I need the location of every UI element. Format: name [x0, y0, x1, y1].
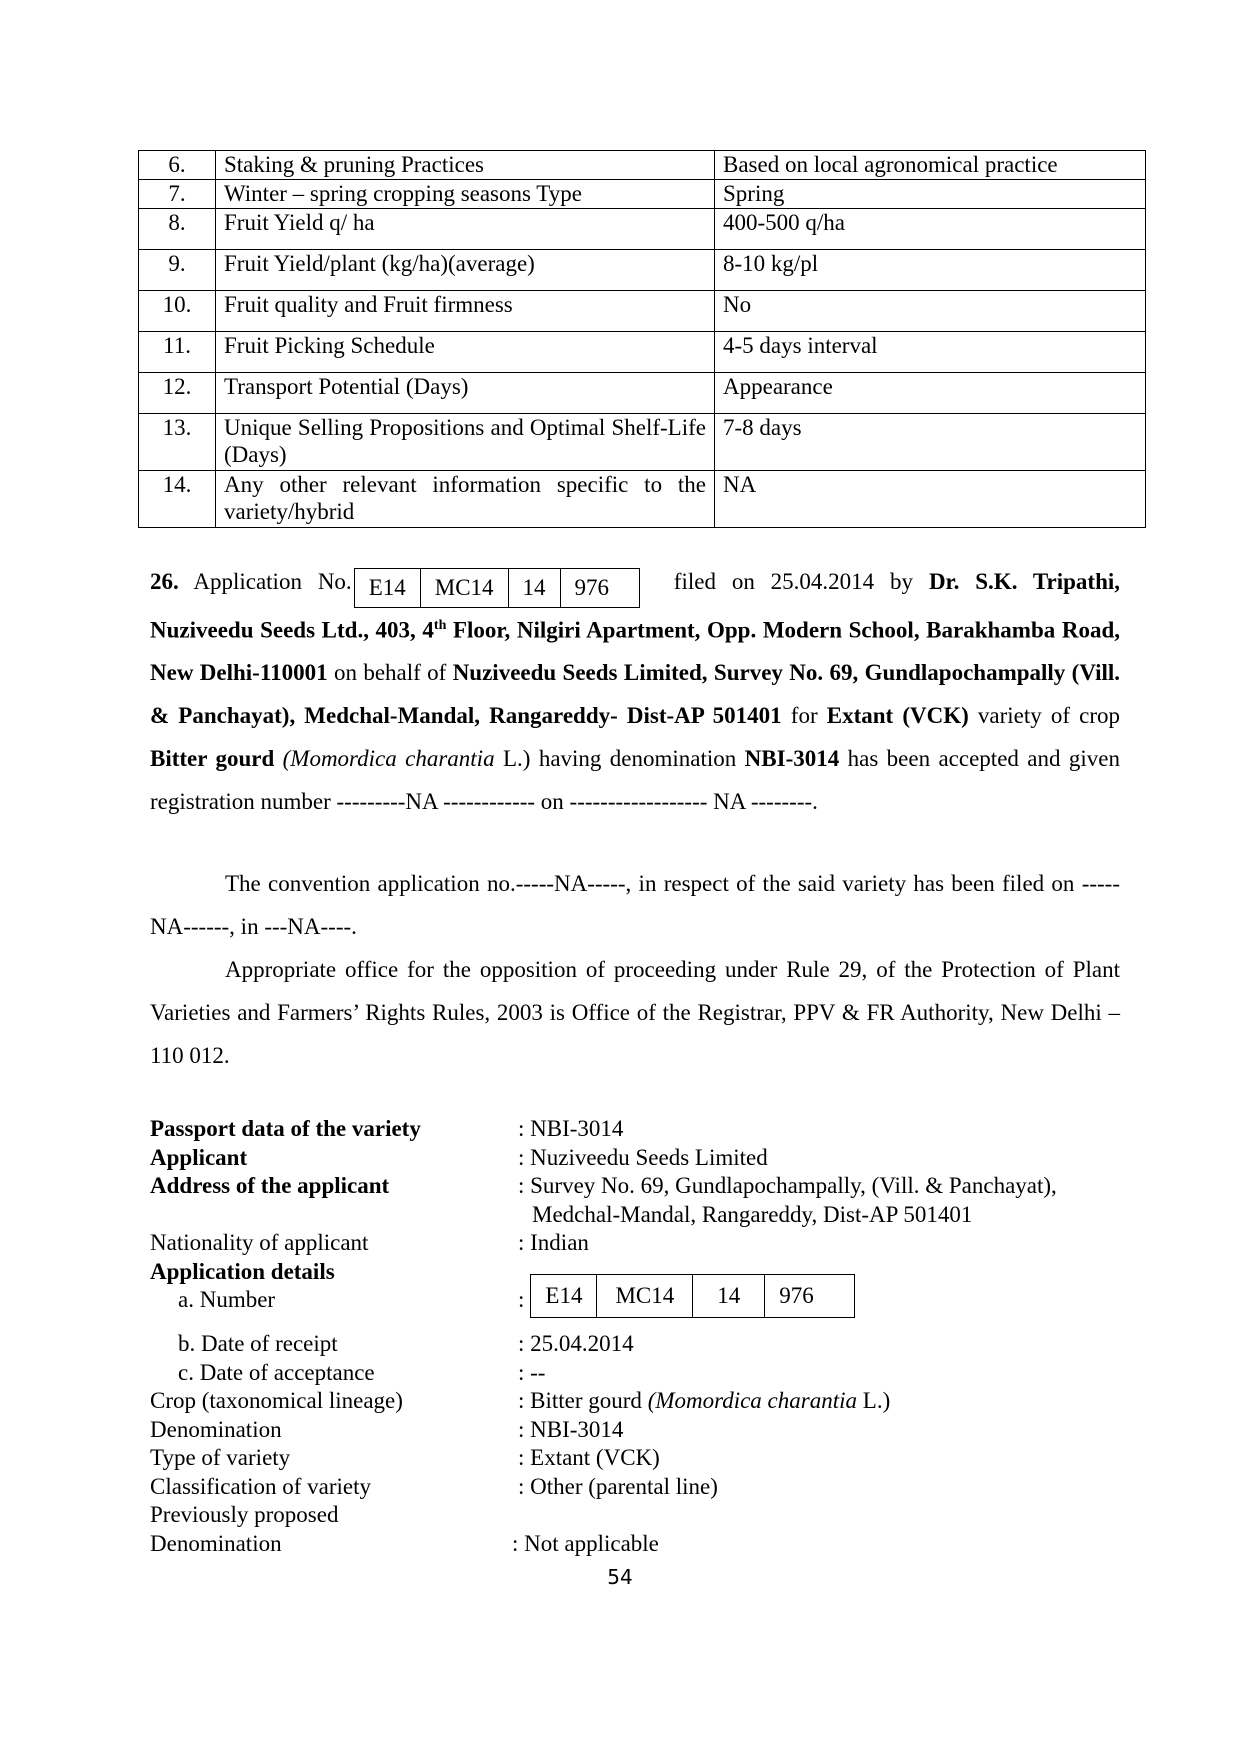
crop-name: Bitter gourd: [150, 746, 275, 772]
row-number: 9.: [139, 250, 216, 291]
crop-scientific-name: (Momordica charantia: [647, 1388, 858, 1413]
row-number: 14.: [139, 471, 216, 528]
row-parameter: Transport Potential (Days): [216, 373, 715, 414]
acceptance-row: [150, 1359, 1140, 1388]
type-label: Type of variety: [150, 1445, 291, 1470]
for-text: for: [790, 703, 818, 729]
row-number: 11.: [139, 332, 216, 373]
application-number-part: MC14: [421, 569, 509, 607]
table-row: [139, 471, 1146, 528]
row-value: 400-500 q/ha: [715, 209, 1146, 250]
application-number-box: [354, 568, 640, 608]
previously-proposed-label: Previously proposed: [150, 1502, 339, 1527]
item-number: 26.: [150, 569, 179, 594]
row-parameter: Fruit Yield/plant (kg/ha)(average): [216, 250, 715, 291]
application-paragraph: [150, 560, 1120, 823]
row-value: Spring: [715, 180, 1146, 209]
application-number-box: [530, 1274, 854, 1318]
application-details-label: Application details: [150, 1258, 335, 1284]
variety-type: Extant (VCK): [826, 703, 969, 729]
acceptance-value: : --: [518, 1359, 546, 1385]
denomination-row: [150, 1416, 1140, 1445]
application-number-part: 14: [509, 569, 561, 607]
nationality-value: : Indian: [518, 1230, 589, 1255]
previous-denomination-value: : Not applicable: [512, 1530, 659, 1556]
denomination: NBI-3014: [744, 746, 840, 772]
table-row: [139, 209, 1146, 250]
row-parameter: Fruit Yield q/ ha: [216, 209, 715, 250]
filed-text: filed on 25.04.2014 by: [673, 569, 914, 594]
row-parameter: Fruit Picking Schedule: [216, 332, 715, 373]
address-value: [518, 1172, 1140, 1229]
table-row: [139, 373, 1146, 414]
table-row: [139, 250, 1146, 291]
row-number: 7.: [139, 180, 216, 209]
passport-label: Passport data of the variety: [150, 1116, 421, 1141]
row-number: 12.: [139, 373, 216, 414]
classification-label: Classification of variety: [150, 1473, 371, 1499]
address-label: Address of the applicant: [150, 1173, 390, 1198]
classification-row: [150, 1473, 1140, 1502]
row-value: NA: [715, 471, 1146, 528]
row-number: 6.: [139, 151, 216, 180]
applicant-value: : Nuziveedu Seeds Limited: [518, 1144, 768, 1170]
application-number-part: E14: [355, 569, 421, 607]
crop-scientific-name: (Momordica charantia: [282, 746, 495, 772]
row-value: 7-8 days: [715, 414, 1146, 471]
row-parameter: Fruit quality and Fruit firmness: [216, 291, 715, 332]
crop-label: Crop (taxonomical lineage): [150, 1388, 403, 1413]
applicant-label: Applicant: [150, 1144, 248, 1170]
row-parameter: Staking & pruning Practices: [216, 151, 715, 180]
applicant-row: [150, 1144, 1140, 1173]
denomination-value: : NBI-3014: [518, 1416, 624, 1442]
passport-value: : NBI-3014: [518, 1116, 624, 1141]
accepted-text: has been accepted and given registration number ---------NA ------------ on ------------------ NA --------.: [150, 746, 1120, 815]
filer-superscript: th: [433, 617, 447, 633]
type-value: : Extant (VCK): [518, 1445, 660, 1470]
row-value: Based on local agronomical practice: [715, 151, 1146, 180]
acceptance-label: c. Date of acceptance: [178, 1359, 375, 1385]
passport-data-section: [150, 1115, 1140, 1558]
previous-denomination-label: Denomination: [150, 1530, 282, 1556]
address-row: [150, 1172, 1140, 1229]
crop-scientific-suffix: L.) having denomination: [502, 746, 737, 772]
type-row: [150, 1444, 1140, 1473]
receipt-value: : 25.04.2014: [518, 1331, 634, 1356]
address-line-2: Medchal-Mandal, Rangareddy, Dist-AP 501401: [532, 1201, 973, 1227]
table-row: [139, 151, 1146, 180]
row-value: 8-10 kg/pl: [715, 250, 1146, 291]
row-number: 10.: [139, 291, 216, 332]
filer-name: Dr. S.K. Tripathi, Nuziveedu Seeds Ltd., 403, 4: [150, 569, 1121, 643]
receipt-label: b. Date of receipt: [178, 1331, 338, 1356]
application-number-part: 976: [574, 574, 610, 600]
table-row: [139, 414, 1146, 471]
crop-row: [150, 1387, 1140, 1416]
crop-value-suffix: L.): [862, 1388, 891, 1413]
applicant-full: Nuziveedu Seeds Limited, Survey No. 69, Gundlapochampally (Vill. & Panchayat), Medchal-Mandal, Rangareddy- Dist-AP 501401: [150, 660, 1121, 729]
application-number-part: MC14: [597, 1275, 693, 1317]
denomination-label: Denomination: [150, 1416, 282, 1442]
application-number-part: 976: [779, 1283, 814, 1308]
on-behalf-text: on behalf of: [333, 660, 447, 686]
row-value: Appearance: [715, 373, 1146, 414]
row-value: No: [715, 291, 1146, 332]
application-number-part: E14: [531, 1275, 597, 1317]
previously-proposed-row: [150, 1501, 1140, 1530]
table-row: [139, 180, 1146, 209]
office-paragraph: Appropriate office for the opposition of proceeding under Rule 29, of the Protection of Plant Varieties and Farmers’ Rights Rules, 2003 is Office of the Registrar, PPV & FR Authority, New Delhi – 110 012.: [150, 957, 1120, 1068]
row-parameter: Unique Selling Propositions and Optimal Shelf-Life (Days): [216, 414, 715, 471]
table-row: [139, 291, 1146, 332]
address-line-1: : Survey No. 69, Gundlapochampally, (Vill. & Panchayat),: [518, 1173, 1057, 1198]
row-parameter: Any other relevant information specific to the variety/hybrid: [216, 471, 715, 528]
number-row: [150, 1283, 1140, 1330]
classification-value: : Other (parental line): [518, 1473, 718, 1499]
row-value: 4-5 days interval: [715, 332, 1146, 373]
nationality-label: Nationality of applicant: [150, 1230, 369, 1255]
receipt-row: [150, 1330, 1140, 1359]
variety-of-crop-text: variety of crop: [977, 703, 1120, 729]
application-number-part: 14: [693, 1275, 765, 1317]
table-row: [139, 332, 1146, 373]
number-colon: :: [518, 1287, 525, 1312]
nationality-row: [150, 1229, 1140, 1258]
application-label: Application No.: [193, 569, 352, 594]
row-number: 8.: [139, 209, 216, 250]
variety-characteristics-table: [138, 150, 1146, 528]
filer-address: Floor, Nilgiri Apartment, Opp. Modern School, Barakhamba Road, New Delhi-110001: [150, 617, 1121, 686]
row-number: 13.: [139, 414, 216, 471]
passport-row: [150, 1115, 1140, 1144]
number-label: a. Number: [178, 1287, 276, 1312]
previous-denomination-row: [150, 1530, 1140, 1559]
convention-paragraph: The convention application no.-----NA-----, in respect of the said variety has been filed on -----NA------, in ---NA----.: [150, 871, 1120, 939]
row-parameter: Winter – spring cropping seasons Type: [216, 180, 715, 209]
crop-value: : Bitter gourd: [518, 1388, 642, 1413]
page-number: 54: [607, 1565, 633, 1589]
